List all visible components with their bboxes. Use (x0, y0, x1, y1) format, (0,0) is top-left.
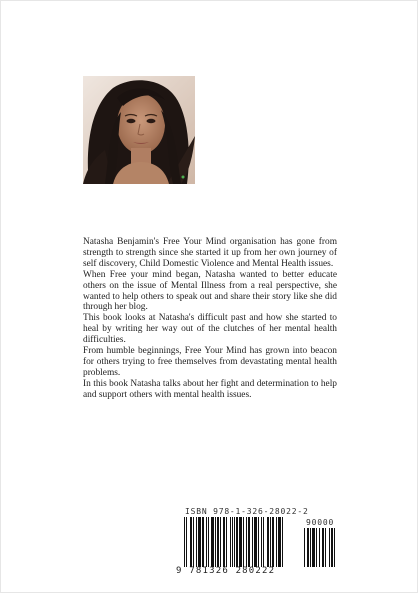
isbn-label: ISBN 978-1-326-28022-2 (185, 507, 309, 516)
back-cover-blurb (83, 237, 337, 401)
barcode-stripe (334, 528, 335, 567)
blurb-paragraph-5: In this book Natasha talks about her fight and determination to help and support others with mental health issues. (83, 378, 337, 400)
price-code: 90000 (306, 518, 335, 527)
blurb-paragraph-3: This book looks at Natasha's difficult past and how she started to heal by writing her way out of the clutches of her mental health difficulties. (83, 313, 337, 346)
barcode-digits: 9 781326 280222 (176, 566, 276, 576)
author-photo (83, 76, 195, 184)
blurb-paragraph-2: When Free your mind began, Natasha wanted to better educate others on the issue of Mental Illness from a real perspective, she wanted to help others to speak out and share their story like she did through her blog. (83, 269, 337, 313)
barcode-stripe (283, 517, 284, 567)
price-barcode (304, 528, 339, 567)
blurb-paragraph-4: From humble beginnings, Free Your Mind has grown into beacon for others trying to free themselves from devastating mental health problems. (83, 346, 337, 378)
blurb-paragraph-1: Natasha Benjamin's Free Your Mind organisation has gone from strength to strength since she started it up from her own journey of self discovery, Child Domestic Violence and Mental Health issues. (83, 237, 337, 269)
isbn-barcode (184, 517, 300, 567)
